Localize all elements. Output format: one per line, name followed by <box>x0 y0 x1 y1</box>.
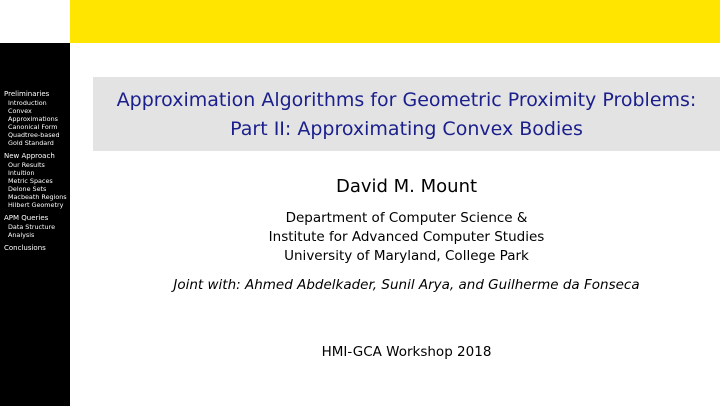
nav-item-hilbert-geometry[interactable]: Hilbert Geometry <box>8 201 64 209</box>
coauthors: Joint with: Ahmed Abdelkader, Sunil Arya, and Guilherme da Fonseca <box>173 277 640 293</box>
nav-section-conclusions[interactable]: Conclusions <box>4 244 46 252</box>
nav-item-quadtree-based[interactable]: Quadtree-based <box>8 131 60 139</box>
sidebar-nav <box>4 90 68 253</box>
author-name: David M. Mount <box>335 176 478 197</box>
nav-item-our-results[interactable]: Our Results <box>8 161 45 169</box>
nav-item-intuition[interactable]: Intuition <box>8 169 35 177</box>
title-line-1: Approximation Algorithms for Geometric Proximity Problems: <box>116 89 697 111</box>
nav-section-apm-queries[interactable]: APM Queries <box>4 214 49 222</box>
nav-item-introduction[interactable]: Introduction <box>8 99 47 107</box>
title-line-2: Part II: Approximating Convex Bodies <box>230 118 583 140</box>
nav-item-data-structure[interactable]: Data Structure <box>8 223 56 231</box>
nav-section-preliminaries[interactable]: Preliminaries <box>4 90 50 98</box>
affiliation-line-1: Department of Computer Science & <box>285 210 528 226</box>
nav-item-delone-sets[interactable]: Delone Sets <box>8 185 47 193</box>
nav-section-new-approach[interactable]: New Approach <box>4 152 55 160</box>
nav-item-analysis[interactable]: Analysis <box>8 231 35 239</box>
nav-item-canonical-form[interactable]: Canonical Form <box>8 123 58 131</box>
nav-item-macbeath-regions[interactable]: Macbeath Regions <box>8 193 67 201</box>
title-box <box>93 77 720 151</box>
nav-item-convex-approximations[interactable]: Convex Approximations <box>8 107 58 123</box>
top-banner <box>70 0 720 43</box>
venue: HMI-GCA Workshop 2018 <box>321 344 492 360</box>
affiliation-line-2: Institute for Advanced Computer Studies <box>268 229 545 245</box>
nav-item-metric-spaces[interactable]: Metric Spaces <box>8 177 53 185</box>
sidebar <box>0 43 70 406</box>
affiliation-line-3: University of Maryland, College Park <box>284 248 529 264</box>
nav-item-gold-standard[interactable]: Gold Standard <box>8 139 54 147</box>
top-left-corner <box>0 0 70 43</box>
